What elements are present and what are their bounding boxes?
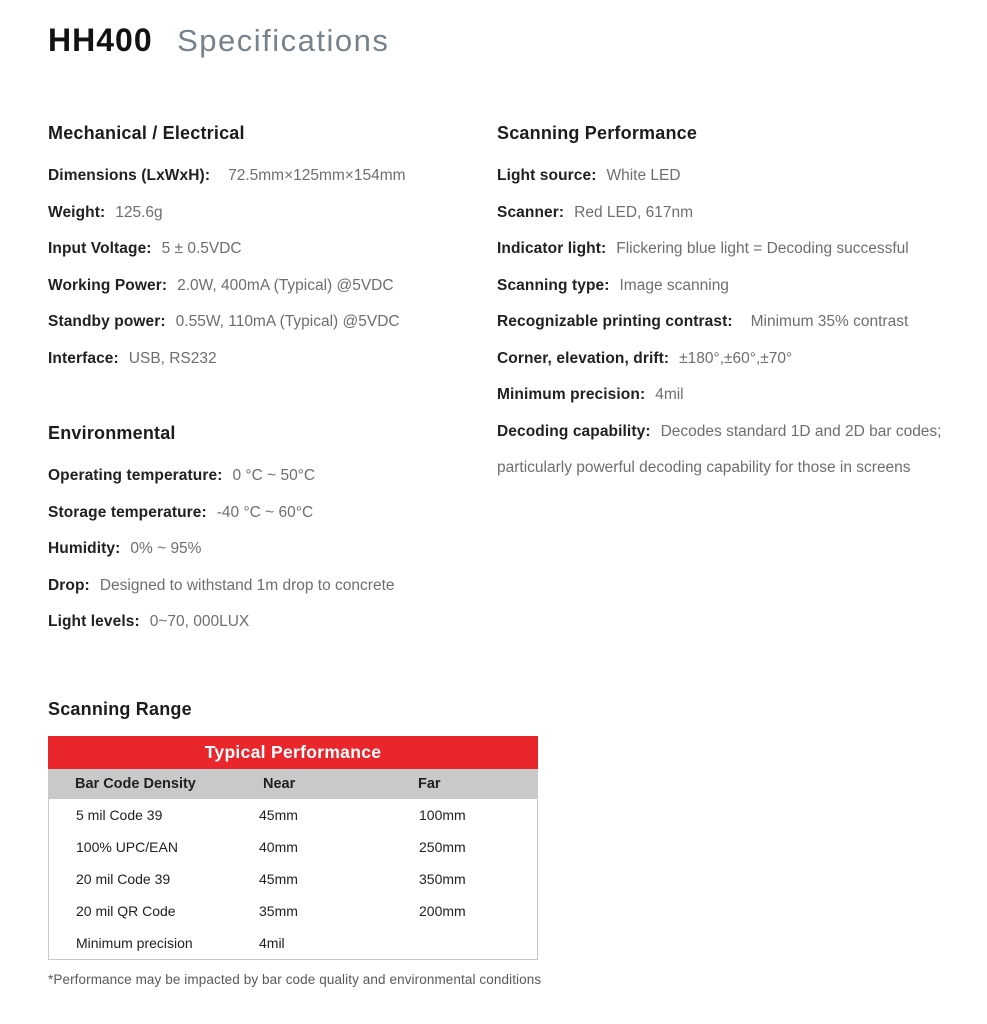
spec-label: Indicator light:: [497, 240, 607, 257]
table-cell: 45mm: [259, 871, 298, 887]
table-row: [49, 863, 537, 895]
spec-row: [48, 604, 493, 641]
spec-value: White LED: [606, 167, 681, 184]
section-scanning-range: [48, 696, 553, 987]
spec-row: [48, 304, 493, 341]
spec-value: Image scanning: [619, 276, 729, 294]
table-row: [49, 895, 537, 927]
spec-label: Minimum precision:: [497, 386, 646, 403]
spec-value: 0~70, 000LUX: [149, 613, 250, 630]
section-environmental: [48, 420, 493, 641]
spec-label: Light source:: [497, 167, 597, 184]
spec-row: [48, 495, 493, 532]
spec-value: Minimum 35% contrast: [750, 313, 909, 330]
spec-value: Red LED, 617nm: [574, 203, 694, 221]
spec-value: USB, RS232: [128, 349, 217, 367]
spec-label: Drop:: [48, 576, 90, 594]
section-heading: Environmental: [48, 423, 176, 443]
spec-value: 0% ~ 95%: [130, 540, 202, 557]
table-row: [49, 927, 537, 959]
spec-value: ±180°,±60°,±70°: [679, 349, 793, 367]
spec-row: [497, 304, 965, 341]
column-header-far: Far: [418, 776, 441, 792]
table-cell: 40mm: [259, 839, 298, 855]
spec-value: 0.55W, 110mA (Typical) @5VDC: [175, 313, 400, 330]
spec-row: [497, 377, 965, 414]
spec-label: Light levels:: [48, 613, 140, 630]
table-cell: 4mil: [259, 935, 285, 951]
spec-value: 125.6g: [115, 203, 163, 221]
spec-label: Standby power:: [48, 313, 166, 330]
table-title: Typical Performance: [48, 736, 538, 769]
spec-row: [497, 231, 965, 268]
table-cell: 35mm: [259, 903, 298, 919]
section-heading: Mechanical / Electrical: [48, 123, 245, 143]
spec-label: Storage temperature:: [48, 503, 207, 521]
spec-label: Input Voltage:: [48, 240, 152, 257]
spec-row: [48, 195, 493, 232]
spec-value: Decodes standard 1D and 2D bar codes; particularly powerful decoding capability for those in screens: [497, 422, 942, 476]
spec-label: Scanner:: [497, 203, 565, 221]
spec-label: Working Power:: [48, 276, 168, 294]
page-title: [48, 22, 389, 59]
table-footnote: *Performance may be impacted by bar code quality and environmental conditions: [48, 972, 542, 987]
spec-row: [497, 195, 965, 232]
spec-row: [48, 268, 493, 305]
table-cell: 250mm: [419, 839, 466, 855]
spec-row: [48, 458, 493, 495]
column-header-near: Near: [263, 776, 296, 792]
spec-value: 5 ± 0.5VDC: [161, 240, 242, 257]
table-cell: 45mm: [259, 807, 298, 823]
spec-row: [48, 568, 493, 605]
section-heading: Scanning Performance: [497, 123, 698, 143]
spec-row: [48, 341, 493, 378]
table-cell: 100mm: [419, 807, 466, 823]
spec-row: [497, 268, 965, 305]
spec-row: [48, 231, 493, 268]
spec-label: Operating temperature:: [48, 467, 223, 484]
table-cell: 20 mil QR Code: [76, 903, 176, 919]
spec-label: Weight:: [48, 203, 106, 221]
table-cell: Minimum precision: [76, 935, 193, 951]
spec-value: 2.0W, 400mA (Typical) @5VDC: [177, 276, 394, 294]
spec-value: 4mil: [655, 386, 684, 403]
product-model: HH400: [48, 22, 153, 58]
section-heading: Scanning Range: [48, 699, 192, 719]
spec-label: Recognizable printing contrast:: [497, 313, 733, 330]
table-cell: 5 mil Code 39: [76, 807, 163, 823]
table-row: [49, 831, 537, 863]
spec-label: Dimensions (LxWxH):: [48, 167, 211, 184]
table-row: [49, 799, 537, 831]
spec-label: Humidity:: [48, 540, 121, 557]
spec-row: [497, 341, 965, 378]
section-scanning-performance: [497, 120, 965, 487]
spec-row: [48, 531, 493, 568]
table-cell: 20 mil Code 39: [76, 871, 171, 887]
spec-value: 0 °C ~ 50°C: [232, 467, 316, 484]
section-mechanical-electrical: [48, 120, 493, 377]
table-cell: 100% UPC/EAN: [76, 839, 178, 855]
spec-value: 72.5mm×125mm×154mm: [228, 167, 406, 184]
spec-row: [497, 414, 965, 487]
spec-label: Corner, elevation, drift:: [497, 349, 670, 367]
page-subtitle: Specifications: [177, 23, 390, 58]
typical-performance-table: [48, 736, 538, 960]
table-cell: 200mm: [419, 903, 466, 919]
spec-value: Designed to withstand 1m drop to concrete: [99, 576, 395, 594]
spec-row: [497, 158, 965, 195]
spec-row: [48, 158, 493, 195]
spec-value: Flickering blue light = Decoding successful: [616, 240, 909, 257]
table-header-row: [48, 769, 538, 799]
spec-label: Interface:: [48, 349, 119, 367]
table-cell: 350mm: [419, 871, 466, 887]
column-header-density: Bar Code Density: [75, 776, 196, 792]
spec-label: Decoding capability:: [497, 422, 651, 440]
spec-label: Scanning type:: [497, 276, 610, 294]
spec-value: -40 °C ~ 60°C: [216, 503, 314, 521]
